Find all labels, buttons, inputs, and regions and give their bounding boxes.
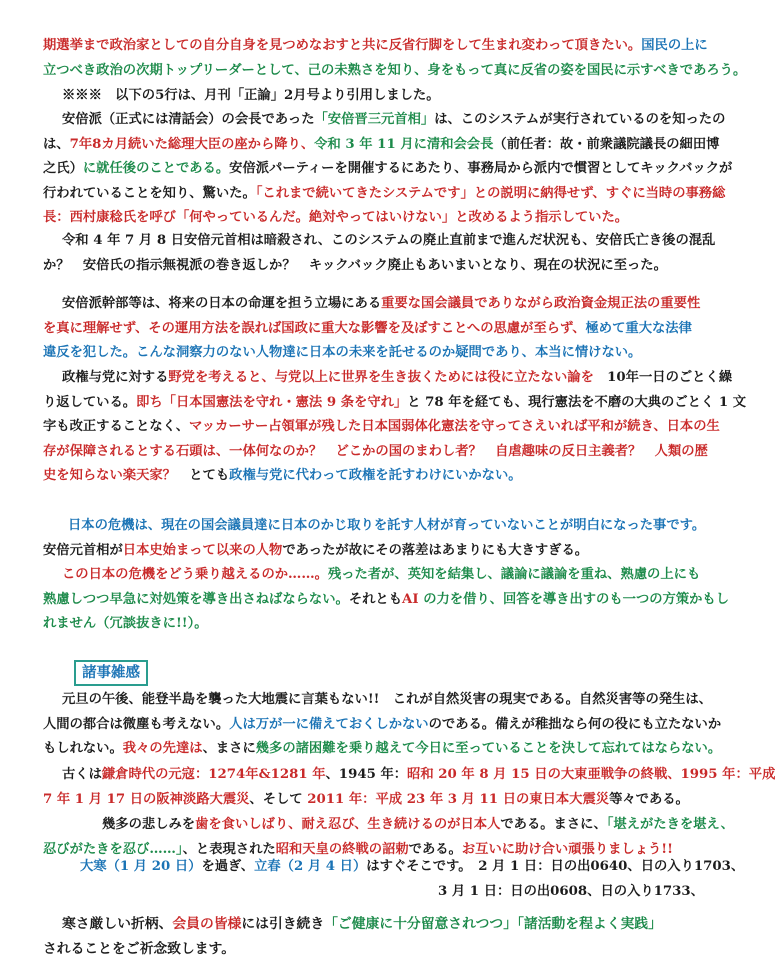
text-run: 等々である。 [609, 791, 689, 807]
text-run: 大寒（1 月 20 日） [80, 859, 202, 874]
text-run: されることをご祈念致します。 [43, 940, 236, 957]
text-run: 3 月 1 日：日の出0608、日の入り1733、 [438, 883, 704, 899]
text-run: お互いに助け合い頑張りましょう!! [461, 841, 673, 857]
text-run: 極めて重大な法律 [585, 320, 692, 336]
text-run: 立春（2 月 4 日） [254, 859, 367, 874]
text-run: 即ち「日本国憲法を守れ・憲法 9 条を守れ」 [136, 394, 408, 410]
text-run: 野党を考えると、与党以上に世界を生き抜くためには役に立たない論を [168, 370, 594, 385]
text-run: と 78 年を経ても、現行憲法を不磨の大典のごとく 1 文 [407, 394, 747, 410]
text-run: 我々の先達は [122, 741, 203, 756]
text-run: AI [402, 591, 419, 607]
text-run: 「安倍晋三元首相」 [314, 112, 435, 127]
text-run: 政権与党に対する [62, 370, 169, 385]
text-run: である。 [408, 841, 462, 857]
text-run: のである。備えが稚拙なら何の役にも立たないか [428, 716, 722, 732]
text-run: 鎌倉時代の元寇：1274年&1281 年 [101, 767, 326, 782]
text-run: 、そして [249, 791, 303, 807]
text-run: 長：西村康稔氏を呼び「何やっているんだ。絶対やってはいけない」と改めるよう指示していた。 [43, 210, 629, 225]
text-run: 、と表現された [182, 841, 276, 857]
text-run: 史を知らない楽天家？ [43, 468, 176, 483]
text-run: 、1945 年： [325, 767, 408, 782]
citation-note [62, 84, 440, 109]
text-run: 人間の都合は微塵も考えない。 [43, 716, 230, 732]
text-run: 、現在の国会議員達に日本のかじ取りを託す人材が育っていないことが明白になった事です。 [147, 518, 706, 533]
paragraph-10 [80, 855, 744, 904]
text-run: 存が保障されるとする石頭は、一体何なのか？ どこかの国のまわし者？ 自虐趣味の反日主義者？ 人類の歴 [43, 443, 708, 459]
paragraph-5 [43, 366, 747, 489]
text-run: 幾多の諸困難を乗り越えて今日に至っていることを決して忘れてはならない。 [255, 741, 722, 756]
text-run: 歯を食いしばり、耐え忍び、生き続けるのが日本人 [195, 817, 501, 832]
text-run: もしれない。 [43, 741, 123, 756]
text-run: り返している。 [43, 394, 137, 410]
text-run: 違反を犯した。こんな洞察力のない人物達に日本の未来を託せるのか疑問であり、本当に情けない。 [43, 345, 642, 360]
text-run: 昭和天皇の終戦の詔勅 [275, 841, 409, 857]
paragraph-11 [43, 912, 662, 961]
text-run: 安倍派パーティーを開催するにあたり、事務局から派内で慣習としてキックバックが [229, 161, 733, 176]
text-run: 「堪えがたきを堪え、 [606, 817, 734, 832]
text-run: 10年一日のごとく繰 [593, 370, 733, 385]
text-run: 、まさに [202, 741, 256, 756]
text-run: 7 年 1 月 17 日の阪神淡路大震災 [43, 791, 250, 807]
text-run: 「ご健康に十分留意されつつ」「諸活動を程よく実践」 [324, 916, 662, 932]
text-run: とても [175, 468, 230, 483]
text-run: 日本史始まって以来の人物 [122, 542, 283, 558]
text-run: この日本の危機をどう乗り越えるのか……。 [62, 567, 328, 582]
text-run: の力を借り、回答を導き出すのも一つの方策かもし [418, 591, 730, 607]
paragraph-4 [43, 292, 701, 366]
text-run: ※※※ 以下の5行は、月刊「正論」2月号より引用しました。 [62, 88, 440, 103]
text-run: 令和 4 年 7 月 8 日安倍元首相は暗殺され、このシステムの廃止直前まで進んだ状況も、安倍氏亡き後の混乱 [62, 233, 716, 248]
text-run: 元旦の午後、能登半島を襲った大地震に言葉もない!! これが自然災害の現実である。自然災害等の発生は、 [62, 692, 712, 707]
text-run: 「これまで続いてきたシステムです」との説明に納得せず、すぐに当時の事務総 [255, 185, 726, 201]
text-run: 2011 年：平成 23 年 3 月 11 日の東日本大震災 [302, 791, 610, 807]
text-run: 7年8カ月続いた総理大臣の座から降り、 [69, 136, 315, 152]
text-run: 昭和 20 年 8 月 15 日の大東亜戦争の終戦 [407, 767, 668, 782]
paragraph-3 [43, 229, 716, 278]
text-run: 日本の危機は [68, 518, 148, 533]
paragraph-8 [43, 763, 775, 812]
text-run: 之氏） [43, 161, 83, 176]
text-run: 行われていることを知り、驚いた。 [43, 185, 256, 201]
paragraph-2 [43, 108, 733, 231]
text-run: 安倍派幹部等は、将来の日本の命運を担う立場にある [62, 296, 382, 311]
text-run: 残った者が、英知を結集し、議論に議論を重ね、熟慮の上にも [327, 567, 701, 582]
text-run: はすぐそこです。 2 月 1 日：日の出0640、日の入り1703、 [366, 859, 745, 874]
text-run: 熟慮しつつ早急に対処策を導き出さねばならない。 [43, 591, 349, 607]
text-run: 立つべき政治の次期トップリーダーとして、己の未熟さを知り、身をもって真に反省の姿を国民に示すべきであろう。 [43, 62, 747, 78]
text-run: 安倍派（正式には清話会）の会長であった [62, 112, 315, 127]
text-run: は、 [43, 136, 70, 152]
text-run: 忍びがたきを忍び……」 [43, 841, 183, 857]
text-run: 寒さ厳しい折柄、 [62, 916, 173, 932]
text-run: に就任後のことである。 [82, 161, 230, 176]
paragraph-6 [43, 514, 730, 637]
text-run: れません（冗談抜きに!!）。 [43, 616, 208, 631]
text-run: それとも [348, 591, 403, 607]
text-run: 国民の上に [641, 38, 708, 53]
text-run: か？ 安倍氏の指示無視派の巻き返しか？ キックバック廃止もあいまいとなり、現在の状況に至った。 [43, 257, 667, 273]
text-run: 幾多の悲しみを [102, 817, 196, 832]
text-run: 重要な国会議員でありながら政治資金規正法の重要性 [381, 296, 701, 311]
text-run: である。まさに、 [500, 817, 607, 832]
text-run: 安倍元首相が [43, 542, 123, 558]
section-title-box [74, 660, 148, 686]
paragraph-1 [43, 34, 746, 83]
section-title: 諸事雑感 [82, 664, 140, 681]
text-run: マッカーサー占領軍が残した日本国弱体化憲法を守ってさえいれば平和が続き、日本の生 [189, 419, 720, 434]
text-run: 令和 3 年 11 月に清和会会長 [314, 136, 494, 152]
text-run: 人は万が一に備えておくしかない [229, 716, 429, 732]
text-run: 会員の皆様 [172, 916, 242, 932]
text-run: （前任者：故・前衆議院議長の細田博 [493, 136, 720, 152]
paragraph-7 [43, 688, 722, 762]
text-run: 期選挙まで政治家としての自分自身を見つめなおすと共に反省行脚をして生まれ変わって頂きたい。 [43, 38, 642, 53]
text-run: には引き続き [241, 916, 325, 932]
text-run: を真に理解せず、その運用方法を誤れば国政に重大な影響を及ぼすことへの思慮が至らず、 [43, 320, 586, 336]
text-run: であったが故にその落差はあまりにも大きすぎる。 [282, 542, 589, 558]
text-run: 字も改正することなく、 [43, 419, 189, 434]
text-run: を過ぎ、 [201, 859, 255, 874]
text-run: 、1995 年：平成 [667, 767, 775, 782]
text-run: 古くは [62, 767, 102, 782]
text-run: は、このシステムが実行されているのを知ったの [434, 112, 726, 127]
text-run: 政権与党に代わって政権を託すわけにいかない。 [229, 468, 522, 483]
